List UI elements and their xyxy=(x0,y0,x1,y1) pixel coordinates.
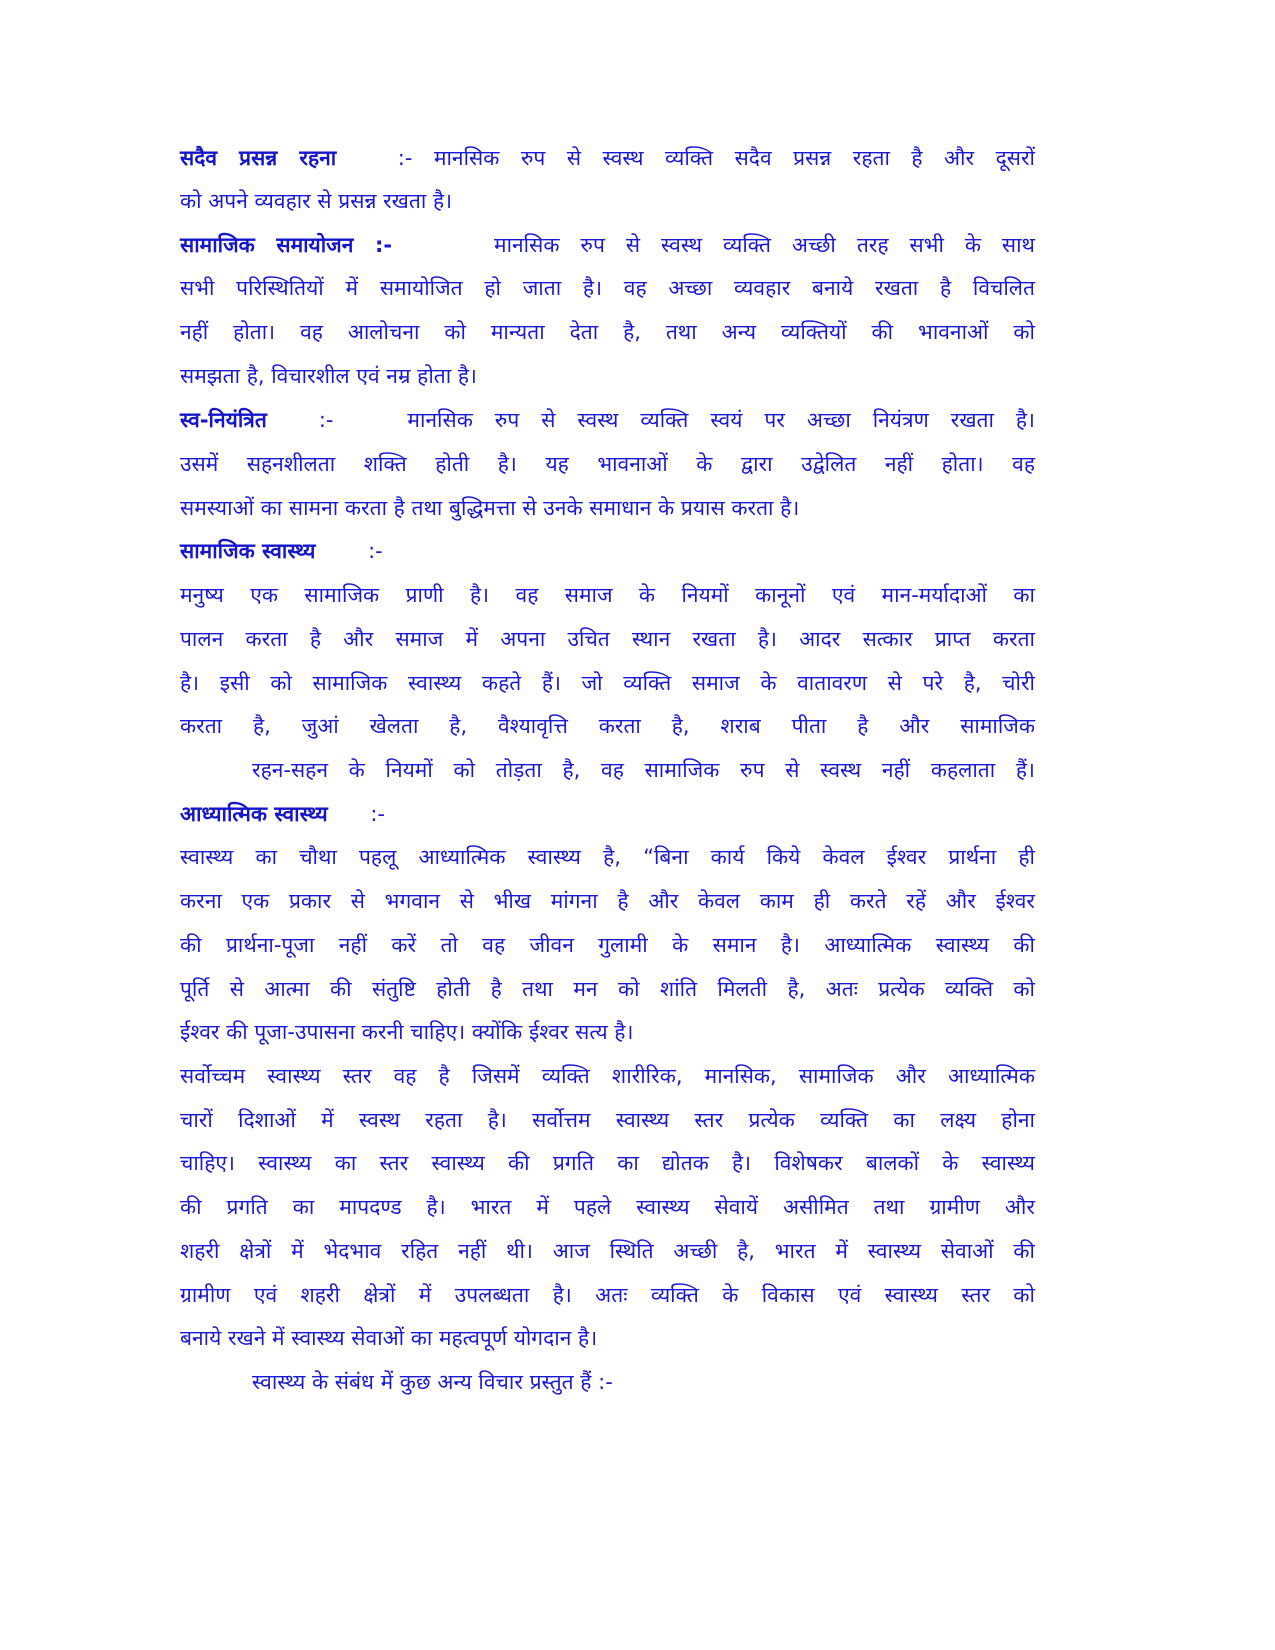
heading-separator: :- xyxy=(318,408,334,432)
paragraph-line: की प्रार्थना-पूजा नहीं करें तो वह जीवन गुलामी के समान है। आध्यात्मिक स्वास्थ्य की xyxy=(180,933,1035,957)
paragraph-line: शहरी क्षेत्रों में भेदभाव रहित नहीं थी। आज स्थिति अच्छी है, भारत में स्वास्थ्य सेवाओं की xyxy=(180,1239,1035,1263)
paragraph-line: नहीं होता। वह आलोचना को मान्यता देता है, तथा अन्य व्यक्तियों की भावनाओं को xyxy=(180,320,1035,344)
paragraph-line: करता है, जुआं खेलता है, वैश्यावृत्ति करता है, शराब पीता है और सामाजिक xyxy=(180,714,1035,738)
paragraph-line: को अपने व्यवहार से प्रसन्न रखता है। xyxy=(180,189,453,213)
paragraph-text: मानसिक रुप से स्वस्थ व्यक्ति अच्छी तरह सभी के साथ xyxy=(494,233,1035,257)
section-heading: सामाजिक स्वास्थ्य xyxy=(180,539,316,563)
paragraph-line: पालन करता है और समाज में अपना उचित स्थान रखता है। आदर सत्कार प्राप्त करता xyxy=(180,627,1035,651)
section-heading: आध्यात्मिक स्वास्थ्य xyxy=(180,802,328,826)
section-heading: सामाजिक समायोजन :- xyxy=(180,233,393,257)
paragraph-text: मानसिक रुप से स्वस्थ व्यक्ति सदैव प्रसन्न रहता है और दूसरों xyxy=(433,146,1035,170)
paragraph-line: चाहिए। स्वास्थ्य का स्तर स्वास्थ्य की प्रगति का द्योतक है। विशेषकर बालकों के स्वास्थ्य xyxy=(180,1151,1035,1175)
heading-line-samayojan xyxy=(180,230,1035,260)
paragraph-line: समझता है, विचारशील एवं नम्र होता है। xyxy=(180,364,477,388)
paragraph-line: करना एक प्रकार से भगवान से भीख मांगना है और केवल काम ही करते रहें और ईश्वर xyxy=(180,889,1035,913)
closing-line: स्वास्थ्य के संबंध में कुछ अन्य विचार प्रस्तुत हैं :- xyxy=(252,1370,613,1394)
paragraph-text: मानसिक रुप से स्वस्थ व्यक्ति स्वयं पर अच्छा नियंत्रण रखता है। xyxy=(407,408,1035,432)
section-heading: स्व-नियंत्रित xyxy=(180,408,267,432)
paragraph-line: उसमें सहनशीलता शक्ति होती है। यह भावनाओं के द्वारा उद्वेलित नहीं होता। वह xyxy=(180,452,1035,476)
paragraph-line: सर्वोच्चम स्वास्थ्य स्तर वह है जिसमें व्यक्ति शारीरिक, मानसिक, सामाजिक और आध्यात्मिक xyxy=(180,1064,1035,1088)
heading-line-niyantrit xyxy=(180,405,1035,435)
paragraph-line: ग्रामीण एवं शहरी क्षेत्रों में उपलब्धता है। अतः व्यक्ति के विकास एवं स्वास्थ्य स्तर को xyxy=(180,1283,1035,1307)
heading-separator: :- xyxy=(397,146,413,170)
paragraph-line: ईश्वर की पूजा-उपासना करनी चाहिए। क्योंकि ईश्वर सत्य है। xyxy=(180,1020,634,1044)
heading-separator: :- xyxy=(368,539,383,563)
paragraph-line: है। इसी को सामाजिक स्वास्थ्य कहते हैं। जो व्यक्ति समाज के वातावरण से परे है, चोरी xyxy=(180,671,1035,695)
paragraph-line: स्वास्थ्य का चौथा पहलू आध्यात्मिक स्वास्थ्य है, “बिना कार्य किये केवल ईश्वर प्रार्थना ही xyxy=(180,845,1035,869)
paragraph-line: बनाये रखने में स्वास्थ्य सेवाओं का महत्वपूर्ण योगदान है। xyxy=(180,1326,598,1350)
heading-line-prasann xyxy=(180,143,1035,173)
paragraph-line: की प्रगति का मापदण्ड है। भारत में पहले स्वास्थ्य सेवायें असीमित तथा ग्रामीण और xyxy=(180,1195,1035,1219)
paragraph-line: चारों दिशाओं में स्वस्थ रहता है। सर्वोत्तम स्वास्थ्य स्तर प्रत्येक व्यक्ति का लक्ष्य होना xyxy=(180,1108,1035,1132)
paragraph-line: मनुष्य एक सामाजिक प्राणी है। वह समाज के नियमों कानूनों एवं मान-मर्यादाओं का xyxy=(180,583,1035,607)
paragraph-line: पूर्ति से आत्मा की संतुष्टि होती है तथा मन को शांति मिलती है, अतः प्रत्येक व्यक्ति को xyxy=(180,977,1035,1001)
section-heading: सदैव प्रसन्न रहना xyxy=(180,146,337,170)
paragraph-line: सभी परिस्थितियों में समायोजित हो जाता है। वह अच्छा व्यवहार बनाये रखता है विचलित xyxy=(180,276,1035,300)
paragraph-line: समस्याओं का सामना करता है तथा बुद्धिमत्ता से उनके समाधान के प्रयास करता है। xyxy=(180,496,800,520)
heading-separator: :- xyxy=(370,802,385,826)
heading-line-adhyatmik xyxy=(180,799,1035,829)
heading-line-samajik-swasthya xyxy=(180,536,1035,566)
paragraph-line: रहन-सहन के नियमों को तोड़ता है, वह सामाजिक रुप से स्वस्थ नहीं कहलाता हैं। xyxy=(252,758,1035,782)
